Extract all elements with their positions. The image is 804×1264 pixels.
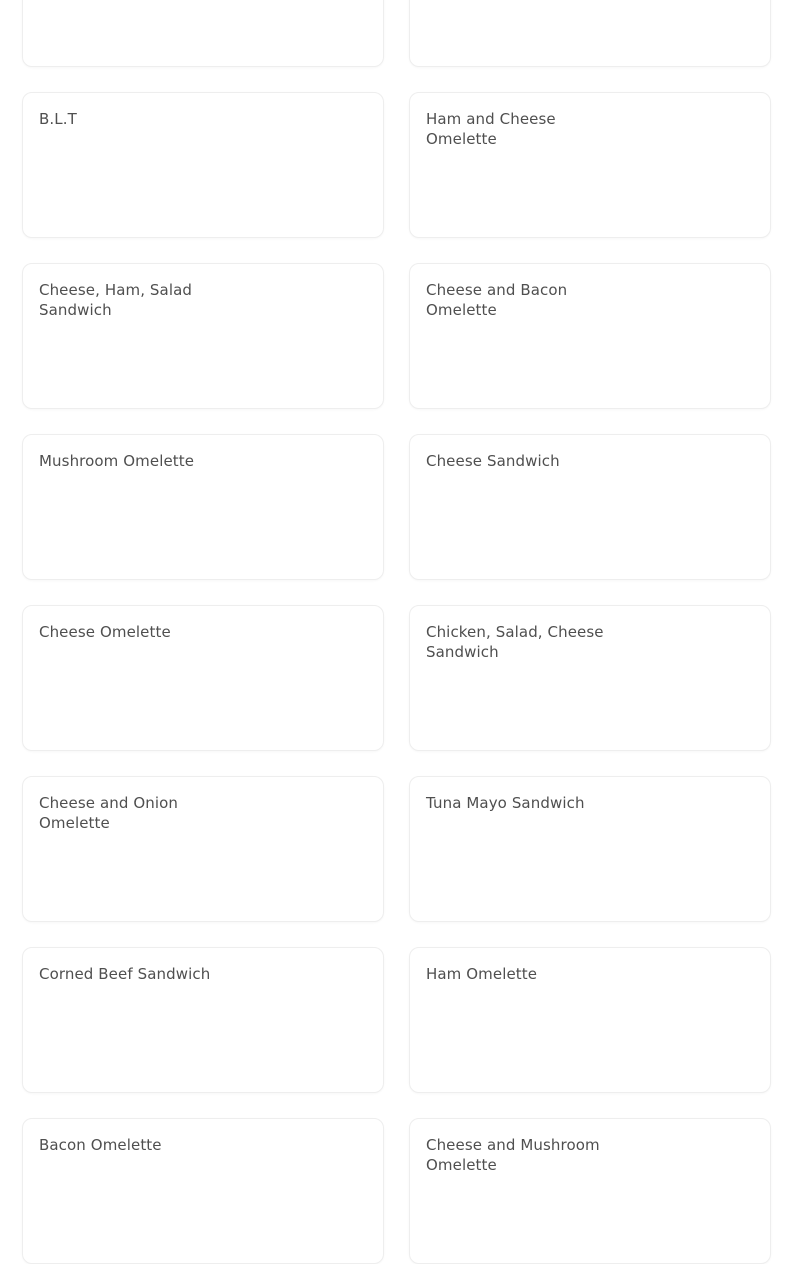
menu-item-card-chicken-salad-cheese-sandwich[interactable] xyxy=(409,605,771,751)
menu-item-card-corned-beef-sandwich[interactable] xyxy=(22,947,384,1093)
menu-item-name: Cheese, Ham, Salad Sandwich xyxy=(39,281,193,319)
menu-item-card-mushroom-omelette[interactable] xyxy=(22,434,384,580)
menu-item-name: Cheese Sandwich xyxy=(426,452,560,470)
menu-item-card[interactable] xyxy=(409,0,771,67)
menu-item-name: B.L.T xyxy=(39,110,77,128)
menu-item-name: Ham Omelette xyxy=(426,965,538,983)
menu-item-name: Chicken, Salad, Cheese Sandwich xyxy=(426,623,604,661)
menu-item-name: Bacon Omelette xyxy=(39,1136,162,1154)
menu-item-name: Cheese and Mushroom Omelette xyxy=(426,1136,600,1174)
menu-item-name: Ham and Cheese Omelette xyxy=(426,110,556,148)
menu-item-card-tuna-mayo-sandwich[interactable] xyxy=(409,776,771,922)
menu-item-card-blt[interactable] xyxy=(22,92,384,238)
menu-item-name: Cheese Omelette xyxy=(39,623,171,641)
menu-item-card-bacon-omelette[interactable] xyxy=(22,1118,384,1264)
menu-item-card-ham-omelette[interactable] xyxy=(409,947,771,1093)
menu-item-name: Cheese and Onion Omelette xyxy=(39,794,179,832)
menu-item-name: Tuna Mayo Sandwich xyxy=(426,794,585,812)
menu-item-card-cheese-omelette[interactable] xyxy=(22,605,384,751)
menu-item-name: Cheese and Bacon Omelette xyxy=(426,281,568,319)
menu-item-card[interactable] xyxy=(22,0,384,67)
menu-item-name: Mushroom Omelette xyxy=(39,452,195,470)
menu-item-card-cheese-sandwich[interactable] xyxy=(409,434,771,580)
menu-item-card-cheese-and-bacon-omelette[interactable] xyxy=(409,263,771,409)
menu-item-card-cheese-ham-salad-sandwich[interactable] xyxy=(22,263,384,409)
menu-item-grid xyxy=(22,0,771,1264)
menu-item-card-ham-and-cheese-omelette[interactable] xyxy=(409,92,771,238)
menu-item-card-cheese-and-onion-omelette[interactable] xyxy=(22,776,384,922)
menu-item-name: Corned Beef Sandwich xyxy=(39,965,211,983)
menu-item-card-cheese-and-mushroom-omelette[interactable] xyxy=(409,1118,771,1264)
